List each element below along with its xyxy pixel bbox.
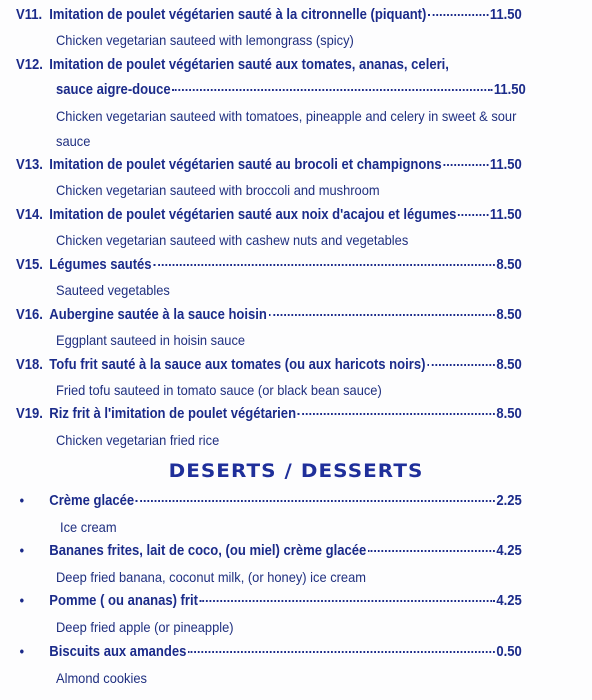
item-price: 8.50 — [496, 406, 522, 422]
dot-leader — [153, 264, 494, 266]
item-price: 8.50 — [496, 357, 522, 373]
item-price: 8.50 — [496, 257, 522, 273]
item-english-name: Chicken vegetarian sauteed with cashew nuts and vegetables — [56, 232, 409, 248]
dot-leader — [269, 314, 495, 316]
item-english-name: Chicken vegetarian sauteed with lemongrass (spicy) — [56, 32, 354, 48]
item-french-name: Bananes frites, lait de coco, (ou miel) crème glacée — [49, 543, 367, 559]
item-code: V11. — [16, 7, 43, 23]
item-french-name: Imitation de poulet végétarien sauté au brocoli et champignons — [49, 157, 442, 173]
dot-leader — [298, 413, 495, 415]
item-french-line — [16, 257, 522, 277]
item-code: V13. — [16, 157, 43, 173]
item-price: 0.50 — [496, 644, 522, 660]
item-french-name: Légumes sautés — [49, 257, 152, 273]
item-french-line — [16, 542, 522, 562]
item-price: 2.25 — [496, 493, 522, 509]
item-french-line — [16, 157, 522, 177]
dot-leader — [368, 550, 495, 552]
item-english-name: Deep fried apple (or pineapple) — [56, 619, 234, 635]
dot-leader — [200, 600, 495, 602]
item-english-name: Sauteed vegetables — [56, 282, 170, 298]
item-french-name: Pomme ( ou ananas) frit — [49, 593, 198, 609]
bullet-icon: • — [19, 492, 25, 508]
item-code: V12. — [16, 57, 43, 73]
dot-leader — [443, 164, 488, 166]
item-french-line-2 — [56, 82, 526, 102]
item-english-name: Chicken vegetarian fried rice — [56, 432, 220, 448]
item-french-line — [16, 643, 522, 663]
item-french-line — [16, 7, 522, 27]
item-price: 4.25 — [496, 593, 522, 609]
item-french-name: Imitation de poulet végétarien sauté à la citronnelle (piquant) — [49, 7, 427, 23]
item-code: V16. — [16, 307, 43, 323]
item-price: 8.50 — [496, 307, 522, 323]
section-title-desserts: DESERTS / DESSERTS — [168, 460, 424, 482]
bullet-icon: • — [19, 542, 25, 558]
item-english-name: Chicken vegetarian sauteed with broccoli and mushroom — [56, 182, 380, 198]
item-french-name: Aubergine sautée à la sauce hoisin — [49, 307, 267, 323]
bullet-icon: • — [19, 643, 25, 659]
item-code: V19. — [16, 406, 43, 422]
item-code: V18. — [16, 357, 43, 373]
item-french-name-cont: sauce aigre-douce — [56, 82, 171, 98]
item-french-line — [16, 592, 522, 612]
dot-leader — [458, 214, 488, 216]
item-french-name: Biscuits aux amandes — [49, 644, 187, 660]
item-english-name: Eggplant sauteed in hoisin sauce — [56, 332, 246, 348]
item-price: 4.25 — [496, 543, 522, 559]
item-french-name: Imitation de poulet végétarien sauté aux tomates, ananas, celeri, — [49, 57, 449, 73]
item-price: 11.50 — [489, 7, 522, 23]
item-french-line — [16, 307, 522, 327]
item-french-line — [16, 57, 522, 77]
item-english-name: Deep fried banana, coconut milk, (or honey) ice cream — [56, 569, 366, 585]
item-french-line — [16, 406, 522, 426]
dot-leader — [188, 651, 494, 653]
item-price: 11.50 — [489, 157, 522, 173]
dot-leader — [136, 500, 495, 502]
item-french-name: Riz frit à l'imitation de poulet végétarien — [49, 406, 297, 422]
item-price: 11.50 — [493, 82, 526, 98]
item-french-name: Crème glacée — [49, 493, 135, 509]
item-english-name: Almond cookies — [56, 670, 147, 686]
dot-leader — [427, 364, 494, 366]
item-french-name: Imitation de poulet végétarien sauté aux noix d'acajou et légumes — [49, 207, 457, 223]
item-french-line — [16, 492, 522, 512]
item-price: 11.50 — [489, 207, 522, 223]
item-code: V15. — [16, 257, 43, 273]
item-english-name: Fried tofu sauteed in tomato sauce (or black bean sauce) — [56, 382, 382, 398]
item-french-line — [16, 357, 522, 377]
item-french-name: Tofu frit sauté à la sauce aux tomates (ou aux haricots noirs) — [49, 357, 426, 373]
item-english-name: Chicken vegetarian sauteed with tomatoes, pineapple and celery in sweet & sour — [56, 108, 517, 124]
item-french-line — [16, 207, 522, 227]
item-english-name: Ice cream — [60, 519, 117, 535]
item-english-name-cont: sauce — [56, 133, 91, 149]
dot-leader — [172, 89, 492, 91]
dot-leader — [428, 14, 488, 16]
bullet-icon: • — [19, 592, 25, 608]
item-code: V14. — [16, 207, 43, 223]
